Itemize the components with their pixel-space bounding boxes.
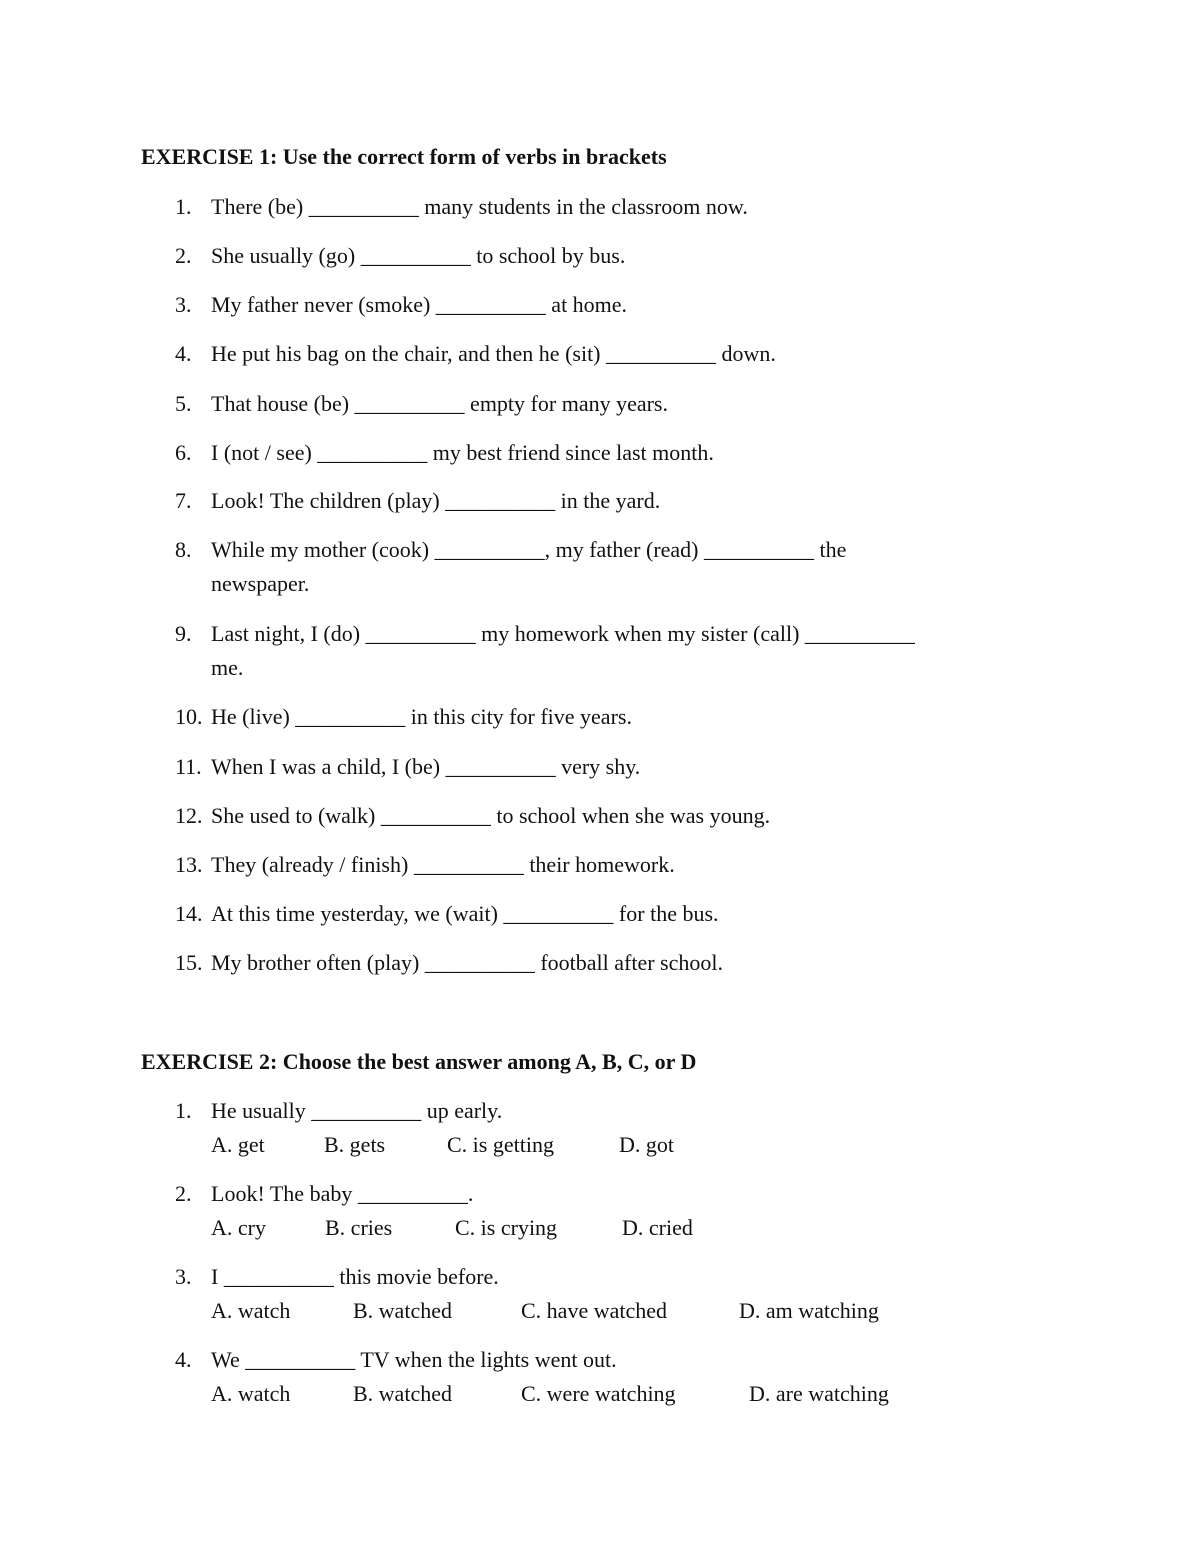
item-number: 7. (175, 488, 192, 513)
item-text: She usually (go) __________ to school by bus. (211, 243, 626, 268)
option-a: A. get (211, 1132, 265, 1157)
option-a: A. watch (211, 1298, 291, 1323)
option-d: D. am watching (739, 1298, 879, 1323)
item-number: 11. (175, 754, 202, 779)
item-number: 1. (175, 1098, 192, 1123)
option-c: C. is getting (447, 1132, 554, 1157)
item-text: I __________ this movie before. (211, 1264, 499, 1289)
option-c: C. is crying (455, 1215, 558, 1240)
item-number: 3. (175, 1264, 192, 1289)
item-text: When I was a child, I (be) __________ very shy. (211, 754, 641, 779)
item-text-continuation: newspaper. (211, 571, 310, 596)
item-text: Last night, I (do) __________ my homework when my sister (call) __________ (211, 621, 915, 646)
option-d: D. are watching (749, 1381, 889, 1406)
item-number: 10. (175, 704, 203, 729)
item-text: I (not / see) __________ my best friend since last month. (211, 440, 714, 465)
option-b: B. watched (353, 1298, 452, 1323)
option-b: B. cries (325, 1215, 393, 1240)
option-c: C. have watched (521, 1298, 667, 1323)
exercise-2-heading: EXERCISE 2: Choose the best answer among A, B, C, or D (141, 1049, 697, 1074)
option-d: D. got (619, 1132, 674, 1157)
item-text: Look! The baby __________. (211, 1181, 474, 1206)
item-text: My brother often (play) __________ football after school. (211, 950, 723, 975)
option-a: A. cry (211, 1215, 266, 1240)
item-text: Look! The children (play) __________ in the yard. (211, 488, 661, 513)
option-d: D. cried (622, 1215, 693, 1240)
item-number: 2. (175, 243, 192, 268)
item-text-continuation: me. (211, 655, 244, 680)
item-text: While my mother (cook) __________, my father (read) __________ the (211, 537, 847, 562)
item-number: 3. (175, 292, 192, 317)
item-text: They (already / finish) __________ their homework. (211, 852, 675, 877)
item-text: He usually __________ up early. (211, 1098, 503, 1123)
item-number: 9. (175, 621, 192, 646)
item-text: My father never (smoke) __________ at home. (211, 292, 628, 317)
item-number: 15. (175, 950, 203, 975)
item-number: 14. (175, 901, 203, 926)
item-number: 4. (175, 341, 192, 366)
item-number: 12. (175, 803, 203, 828)
exercise-1-heading: EXERCISE 1: Use the correct form of verbs in brackets (141, 144, 667, 169)
item-text: That house (be) __________ empty for many years. (211, 391, 668, 416)
item-number: 5. (175, 391, 192, 416)
item-number: 4. (175, 1347, 192, 1372)
option-b: B. gets (324, 1132, 386, 1157)
option-a: A. watch (211, 1381, 291, 1406)
item-number: 8. (175, 537, 192, 562)
item-number: 2. (175, 1181, 192, 1206)
option-c: C. were watching (521, 1381, 676, 1406)
item-text: There (be) __________ many students in the classroom now. (211, 194, 748, 219)
item-number: 6. (175, 440, 192, 465)
item-number: 1. (175, 194, 192, 219)
item-text: She used to (walk) __________ to school when she was young. (211, 803, 771, 828)
item-text: At this time yesterday, we (wait) __________ for the bus. (211, 901, 719, 926)
item-text: He (live) __________ in this city for five years. (211, 704, 632, 729)
item-text: He put his bag on the chair, and then he (sit) __________ down. (211, 341, 776, 366)
item-text: We __________ TV when the lights went out. (211, 1347, 617, 1372)
item-number: 13. (175, 852, 203, 877)
option-b: B. watched (353, 1381, 452, 1406)
